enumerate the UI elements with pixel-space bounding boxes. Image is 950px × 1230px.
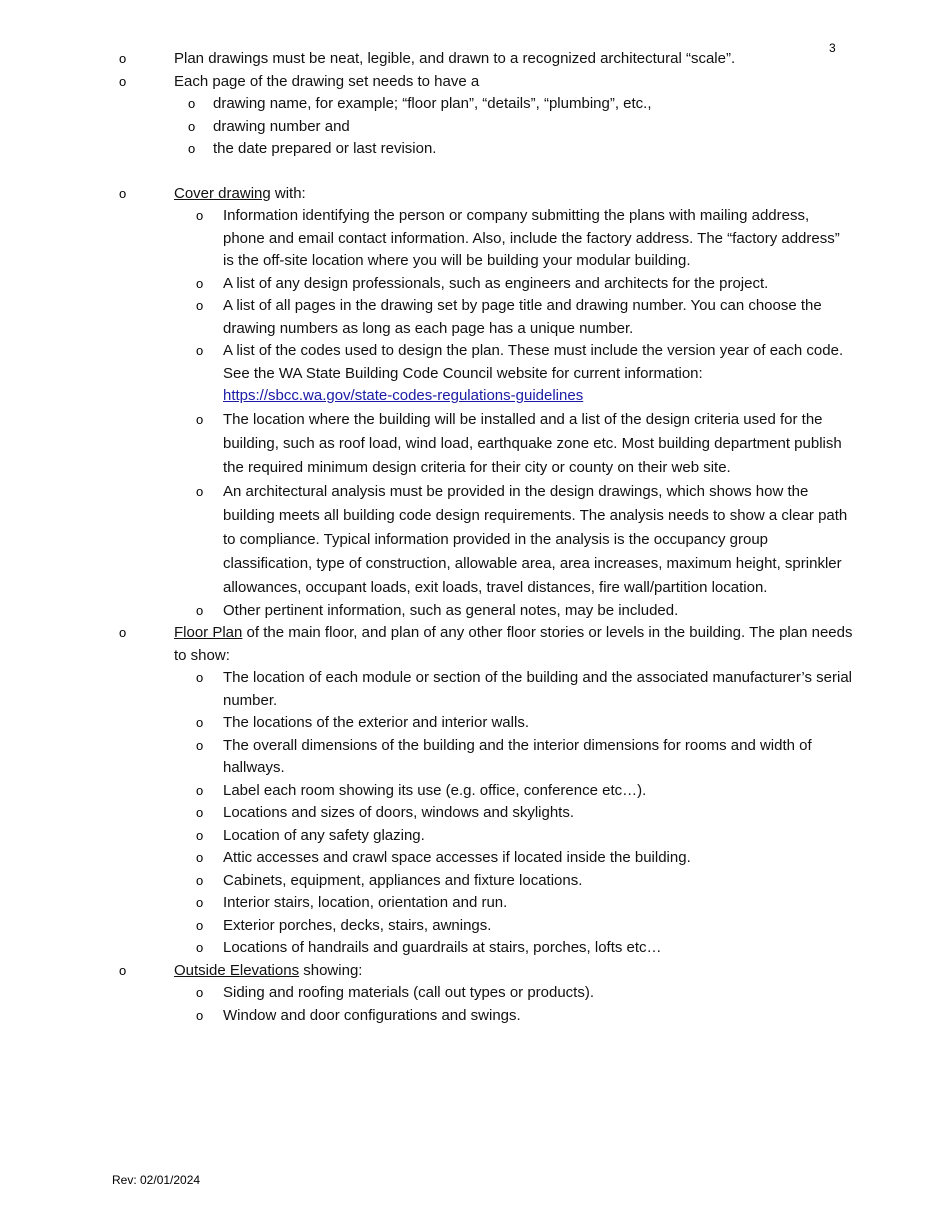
outside-elevations-heading	[0, 960, 950, 983]
list-item-text: Cabinets, equipment, appliances and fixture locations.	[223, 871, 583, 889]
bullet-icon: o	[196, 343, 204, 358]
sub-list-item	[0, 93, 950, 116]
list-item	[0, 915, 950, 938]
bullet-icon: o	[196, 872, 204, 888]
list-item	[0, 937, 950, 960]
cover-drawing-heading	[0, 183, 950, 206]
list-item-text: A list of the codes used to design the plan. These must include the version year of each code. See the WA State Building Code Council website for current information:	[223, 342, 844, 382]
bullet-icon: o	[188, 118, 196, 134]
bullet-icon: o	[196, 782, 204, 798]
list-item	[0, 480, 950, 600]
list-item	[0, 892, 950, 915]
list-item-text: drawing number and	[213, 117, 350, 135]
list-item-text: Siding and roofing materials (call out types or products).	[223, 984, 595, 1001]
bullet-icon: o	[196, 275, 204, 291]
sbcc-website-link[interactable]: https://sbcc.wa.gov/state-codes-regulations-guidelines	[223, 387, 584, 404]
list-item-text: A list of any design professionals, such as engineers and architects for the project.	[223, 274, 769, 292]
bullet-icon: o	[119, 625, 127, 640]
list-item	[0, 408, 950, 480]
bullet-icon: o	[196, 670, 204, 685]
list-item-text: Locations of handrails and guardrails at stairs, porches, lofts etc…	[223, 939, 662, 956]
bullet-icon: o	[196, 1007, 204, 1023]
sub-list-item	[0, 138, 950, 161]
list-item-text: Attic accesses and crawl space accesses if located inside the building.	[223, 849, 691, 866]
list-item	[0, 295, 950, 340]
floor-plan-heading	[0, 622, 950, 667]
bullet-icon: o	[196, 737, 204, 753]
list-item	[0, 982, 950, 1005]
bullet-icon: o	[196, 715, 204, 730]
list-item-text: The location of each module or section of the building and the associated manufacturer’s serial number.	[223, 669, 852, 709]
list-item	[0, 667, 950, 712]
section-title-suffix: showing:	[299, 961, 363, 979]
list-item	[0, 780, 950, 803]
bullet-icon: o	[196, 208, 204, 223]
bullet-icon: o	[196, 940, 204, 955]
list-item-text: A list of all pages in the drawing set by page title and drawing number. You can choose the drawing numbers as long as each page has a unique number.	[223, 297, 822, 337]
list-item-text: The overall dimensions of the building and the interior dimensions for rooms and width of hallways.	[223, 736, 812, 776]
section-title-suffix: of the main floor, and plan of any other floor stories or levels in the building. The plan needs to show:	[174, 624, 853, 664]
list-item-text: Location of any safety glazing.	[223, 826, 425, 844]
list-item-text: Other pertinent information, such as general notes, may be included.	[223, 601, 679, 619]
list-item	[0, 48, 950, 71]
bullet-icon: o	[119, 51, 127, 66]
list-item	[0, 870, 950, 893]
list-item	[0, 802, 950, 825]
bullet-icon: o	[196, 805, 204, 820]
list-item-text: the date prepared or last revision.	[213, 140, 437, 157]
list-item	[0, 1005, 950, 1028]
list-item-text: An architectural analysis must be provided in the design drawings, which shows how the building meets all building code design requirements. The analysis needs to show a clear path to compliance. Typical information provided in the analysis is the occupancy group classification, type of construction, allowable area, area increases, maximum height, sprinkler allowances, occupant loads, exit loads, travel distances, fire wall/partition location.	[223, 482, 848, 596]
bullet-icon: o	[196, 895, 204, 910]
list-item	[0, 735, 950, 780]
list-item	[0, 205, 950, 273]
sub-list-item	[0, 116, 950, 139]
bullet-icon: o	[196, 483, 204, 499]
bullet-icon: o	[196, 827, 204, 843]
bullet-icon: o	[119, 185, 127, 201]
list-item	[0, 273, 950, 296]
list-item-text: Information identifying the person or company submitting the plans with mailing address, phone and email contact information. Also, include the factory address. The “factory address” is the off-site location where you will be building your modular building.	[223, 207, 840, 269]
bullet-icon: o	[196, 985, 204, 1000]
codes-list-item	[0, 340, 950, 408]
bullet-icon: o	[119, 73, 127, 89]
document-body	[0, 48, 950, 1027]
spacer	[0, 161, 950, 183]
bullet-icon: o	[188, 96, 196, 111]
bullet-icon: o	[196, 298, 204, 313]
list-item	[0, 712, 950, 735]
list-item	[0, 600, 950, 623]
list-item-text: The locations of the exterior and interior walls.	[223, 714, 529, 731]
list-item-text: Label each room showing its use (e.g. office, conference etc…).	[223, 781, 647, 799]
bullet-icon: o	[196, 411, 204, 427]
section-title: Cover drawing	[174, 184, 271, 202]
list-item	[0, 825, 950, 848]
bullet-icon: o	[196, 602, 204, 618]
bullet-icon: o	[196, 850, 204, 865]
list-item-text: The location where the building will be installed and a list of the design criteria used for the building, such as roof load, wind load, earthquake zone etc. Most building department publish the required minimum design criteria for their city or county on their web site.	[223, 410, 842, 476]
bullet-icon: o	[119, 962, 127, 978]
list-item-text: drawing name, for example; “floor plan”, “details”, “plumbing”, etc.,	[213, 95, 652, 112]
list-item-text: Plan drawings must be neat, legible, and drawn to a recognized architectural “scale”.	[174, 50, 736, 67]
list-item-text: Locations and sizes of doors, windows and skylights.	[223, 804, 575, 821]
bullet-icon: o	[188, 141, 196, 156]
section-title: Floor Plan	[174, 624, 243, 641]
list-item	[0, 71, 950, 94]
page-number: 3	[829, 41, 836, 55]
list-item-text: Exterior porches, decks, stairs, awnings.	[223, 916, 492, 934]
revision-date: Rev: 02/01/2024	[112, 1173, 201, 1187]
section-title-suffix: with:	[270, 184, 306, 202]
bullet-icon: o	[196, 917, 204, 933]
list-item-text: Window and door configurations and swings.	[223, 1006, 521, 1024]
list-item	[0, 847, 950, 870]
list-item-text: Interior stairs, location, orientation and run.	[223, 894, 508, 911]
list-item-text: Each page of the drawing set needs to have a	[174, 72, 480, 90]
section-title: Outside Elevations	[174, 961, 300, 979]
